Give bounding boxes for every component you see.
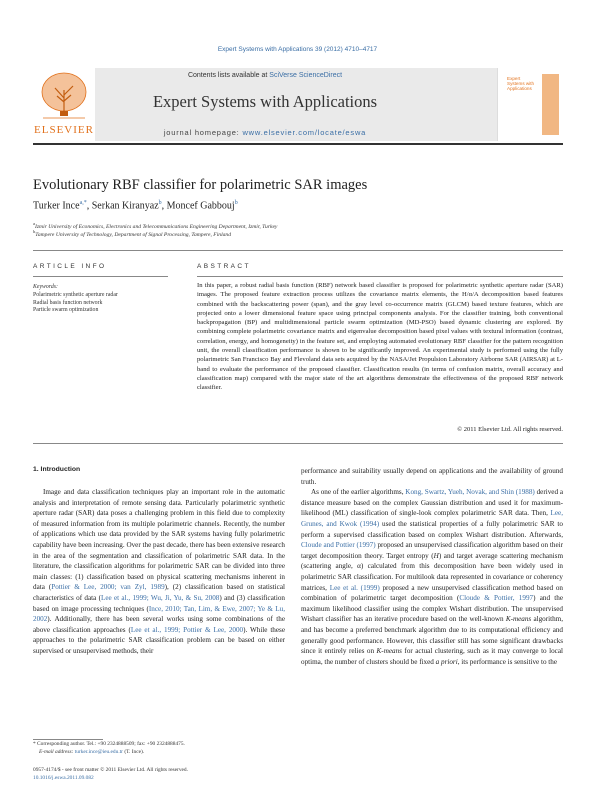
affiliation-mark: a bbox=[33, 221, 35, 226]
body-text: ). Additionally, there has been several works using some combinations of the above classification approaches ( bbox=[33, 615, 285, 634]
contents-prefix: Contents lists available at bbox=[187, 72, 270, 79]
body-text: ) and the maximum likelihood classifier using the complex Wishart distribution. The unsupervised Wishart classifier has an iterative procedure based on the well-known bbox=[301, 594, 564, 624]
doi-link[interactable]: 10.1016/j.eswa.2011.09.082 bbox=[33, 775, 94, 781]
body-text: As one of the earlier algorithms, bbox=[311, 488, 406, 497]
citation-link[interactable]: Cloude and Pottier (1997) bbox=[301, 541, 376, 550]
body-text: for actual clustering, such as it may converge to local optima, the number of clusters should be fixed bbox=[301, 647, 563, 666]
journal-name: Expert Systems with Applications bbox=[152, 92, 378, 111]
body-text: ), (2) classification based on statistical characteristics of data ( bbox=[33, 583, 285, 602]
body-text: ). While these approaches to the polarimetric SAR classification problem can be based on either supervised or unsupervised methods, their bbox=[33, 625, 285, 655]
abstract-heading: ABSTRACT bbox=[197, 263, 251, 270]
affiliation-text: Izmir University of Economics, Electronics and Telecommunications Engineering Department, Izmir, Turkey bbox=[35, 223, 278, 230]
body-text: proposed a new unsupervised classification method based on combination of polarimetric target decomposition ( bbox=[301, 583, 563, 603]
italic-term: a priori bbox=[435, 657, 458, 666]
footnote-email bbox=[33, 749, 291, 757]
homepage-link[interactable]: www.elsevier.com/locate/eswa bbox=[242, 128, 367, 137]
journal-cover-thumbnail bbox=[497, 68, 563, 141]
article-info-heading: ARTICLE INFO bbox=[33, 263, 107, 270]
cover-graphic bbox=[542, 74, 559, 135]
body-paragraph: performance and suitability usually depend on applications and the availability of ground truth. bbox=[301, 467, 563, 486]
issn-line: 0957-4174/$ - see front matter © 2011 Elsevier Ltd. All rights reserved. bbox=[33, 767, 188, 773]
author-name[interactable]: Moncef Gabbouj bbox=[166, 200, 235, 212]
italic-term: H bbox=[433, 551, 439, 560]
email-label: E-mail address: bbox=[39, 749, 75, 755]
italic-term: K-means bbox=[505, 615, 532, 624]
author-name[interactable]: Turker Ince bbox=[33, 200, 80, 212]
affiliation-mark: b bbox=[33, 229, 36, 234]
body-text: ) and target average scattering mechanism (scattering angle, α) calculated from this decomposition have been widely used in polarimetric SAR classification. For multilook data represented in covariance or coherency matrices, bbox=[301, 551, 563, 592]
contents-availability bbox=[33, 72, 497, 79]
author-affiliation-mark[interactable]: a,* bbox=[79, 200, 87, 206]
email-suffix: (T. Ince). bbox=[122, 749, 145, 755]
footnote-rule bbox=[33, 739, 103, 740]
keyword: Particle swarm optimization bbox=[33, 307, 99, 313]
abstract-body: In this paper, a robust radial basis function (RBF) network based classifier is proposed for polarimetric synthetic aperture radar (SAR) images. The proposed feature extraction process utilizes the covariance matrix elements, the H/α/A decomposition based features combined with the backscattering power (span), and the gray level co-occurrence matrix (GLCM) based texture features, which are projected onto a lower dimensional feature space using principal components analysis. For the classifier training, both conventional backpropagation (BP) and multidimensional particle swarm optimization (MD-PSO) based dynamic clustering are explored. By combining complete polarimetric covariance matrix and eigenvalue decomposition based pixel values with textural information (contrast, correlation, energy, and homogeneity) in the feature set, and employing automated evolutionary RBF classifier for the pattern recognition unit, the overall classification performance is shown to be significantly improved. An experimental study is performed using the fully polarimetric San Francisco Bay and Flevoland data sets acquired by the NASA/Jet Propulsion Laboratory Airborne SAR (AIRSAR) at L-band to evaluate the performance of the proposed classifier. Classification results (in terms of confusion matrix, overall accuracy and classification map) compared with the major state of the art algorithms demonstrate the effectiveness of the proposed RBF network classifier. bbox=[197, 282, 563, 392]
body-column-left bbox=[33, 487, 285, 657]
keyword: Polarimetric synthetic aperture radar bbox=[33, 292, 118, 298]
affiliation bbox=[33, 229, 563, 238]
citation-link[interactable]: Lee, Grunes, and Kwok (1994) bbox=[301, 509, 563, 528]
citation-link[interactable]: Lee et al., 1999; Pottier & Lee, 2000 bbox=[130, 625, 244, 634]
keywords-title: Keywords: bbox=[33, 284, 58, 290]
homepage-prefix: journal homepage: bbox=[163, 128, 243, 137]
divider bbox=[33, 250, 563, 251]
body-paragraph bbox=[301, 487, 563, 667]
body-text: ) and (3) classification based on image processing techniques ( bbox=[33, 593, 285, 613]
body-text: derived a distance measure based on the complex Gaussian distribution and used it for maximum-likelihood (ML) classification of single-look complex polarimetric SAR data. Then, bbox=[301, 488, 563, 518]
section-heading: 1. Introduction bbox=[33, 466, 81, 473]
header-rule bbox=[33, 143, 563, 145]
body-text: , its performance is sensitive to the bbox=[457, 657, 558, 666]
author-email-link[interactable]: turker.ince@ieu.edu.tr bbox=[74, 749, 123, 755]
divider bbox=[33, 443, 563, 444]
citation-link[interactable]: Kong, Swartz, Yueh, Novak, and Shin (1988) bbox=[405, 488, 535, 497]
body-text: used the statistical properties of a fully polarimetric SAR to perform a supervised classification based on complex Wishart distribution. Afterwards, bbox=[301, 519, 563, 539]
footnote-corresponding: * Corresponding author. Tel.: +90 2324888509; fax: +90 2324888475. bbox=[33, 741, 185, 747]
body-text: Image and data classification techniques play an important role in the automatic analysis and interpretation of remote sensing data. Particularly polarimetric synthetic aperture radar (SAR) data poses a challenging problem in this field due to complexity of measured information from its multiple polarimetric channels. Recently, the number of applications which use data provided by the SAR systems having fully polarimetric capability have been increasing. Over the past decade, there has been extensive research in the area of the segmentation and classification of polarimetric SAR data. In the literature, the classification algorithms for polarimetric SAR can be divided into three main classes: (1) classification based on physical scattering mechanisms inherent in data ( bbox=[33, 488, 285, 592]
doi-line bbox=[33, 775, 333, 783]
author-affiliation-mark[interactable]: b bbox=[158, 200, 162, 206]
article-title: Evolutionary RBF classifier for polarimetric SAR images bbox=[33, 177, 368, 193]
citation-link[interactable]: Lee et al., 1999; Wu, Ji, Yu, & Su, 2008 bbox=[100, 593, 220, 602]
keyword: Radial basis function network bbox=[33, 299, 103, 306]
citation-link[interactable]: Lee et al. (1999) bbox=[329, 583, 380, 592]
italic-term: K-means bbox=[376, 647, 402, 656]
author-affiliation-mark[interactable]: b bbox=[234, 200, 238, 206]
journal-homepage bbox=[33, 128, 497, 137]
keywords-list bbox=[33, 292, 168, 315]
divider bbox=[197, 276, 563, 277]
journal-reference[interactable]: Expert Systems with Applications 39 (2012) 4710–4717 bbox=[217, 46, 378, 53]
cover-title: Expert Systems with Applications bbox=[507, 76, 535, 92]
sciencedirect-link[interactable]: SciVerse ScienceDirect bbox=[269, 72, 343, 79]
author-name[interactable]: Serkan Kiranyaz bbox=[91, 200, 159, 212]
body-text: proposed an unsupervised classification algorithm based on their target decomposition theory. Target entropy ( bbox=[301, 541, 563, 560]
citation-link[interactable]: Cloude & Pottier, 1997 bbox=[459, 594, 534, 603]
body-paragraph bbox=[33, 487, 285, 657]
body-text: algorithm, and has become a preferred benchmark algorithm due to its computational efficiency and generally good performance. However, this classifier still has some significant drawbacks since it entirely relies on bbox=[301, 615, 563, 656]
citation-link[interactable]: Ince, 2010; Tan, Lim, & Ewe, 2007; Ye & Lu, 2002 bbox=[33, 604, 285, 624]
affiliation-text: Tampere University of Technology, Department of Signal Processing, Tampere, Finland bbox=[35, 231, 232, 238]
publisher-name: ELSEVIER bbox=[34, 124, 94, 136]
author-list: Turker Ince$^{a,*}$, Serkan Kiranyaz$^b$, Moncef Gabbouj$^b$ bbox=[33, 200, 238, 212]
citation-link[interactable]: Pottier & Lee, 2000; van Zyl, 1989 bbox=[51, 583, 165, 592]
abstract-copyright: © 2011 Elsevier Ltd. All rights reserved. bbox=[457, 426, 563, 433]
divider bbox=[33, 276, 168, 277]
body-column-right bbox=[301, 466, 563, 667]
